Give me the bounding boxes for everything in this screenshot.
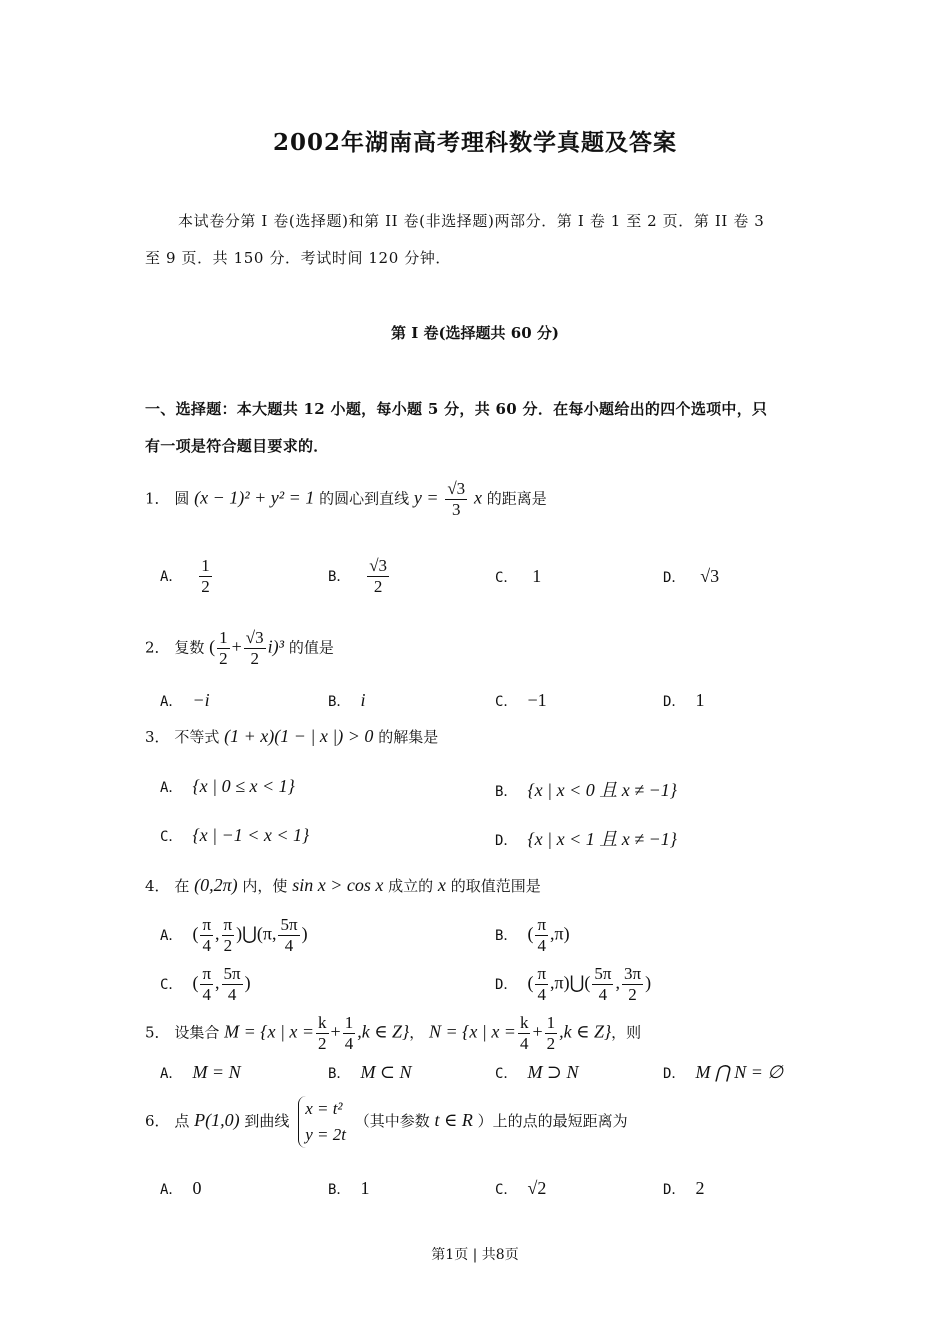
numerator: √3 (245, 628, 264, 647)
question-1 (145, 479, 547, 520)
question-text: 的值是 (288, 638, 334, 657)
denominator: 3 (452, 500, 461, 519)
option-value: −1 (527, 690, 547, 710)
equation-line: y = 2t (305, 1125, 346, 1144)
math-paren: ) (645, 972, 652, 993)
option-label: C． (495, 570, 518, 586)
option-value: {x | x < 1 且 x ≠ −1} (527, 829, 677, 849)
denominator: 2 (223, 936, 233, 955)
option-value: M = N (192, 1062, 241, 1082)
option-value: √2 (527, 1178, 547, 1198)
math-comma: , (215, 972, 220, 993)
option-label: B． (495, 784, 518, 800)
question-text: 的圆心到直线 (319, 489, 410, 508)
option-label: D． (495, 976, 518, 993)
option-label: D． (495, 833, 518, 849)
denominator: 2 (373, 577, 383, 596)
fraction (592, 964, 613, 1005)
option-label: C． (495, 1182, 518, 1198)
option-a[interactable] (160, 690, 210, 711)
section-title: 第 I 卷(选择题共 60 分) (391, 324, 559, 342)
option-b[interactable] (328, 1178, 369, 1199)
instructions-line-1: 一、选择题：本大题共 12 小题，每小题 5 分，共 60 分．在每小题给出的四个选项中，只 (145, 400, 768, 418)
math-expression: x (473, 487, 482, 508)
option-value: 2 (695, 1178, 705, 1198)
question-4 (145, 875, 541, 896)
question-text: ， (409, 1023, 425, 1042)
question-number: 4． (145, 877, 170, 895)
option-value: 1 (695, 690, 705, 710)
fraction (222, 964, 243, 1005)
option-label: B． (495, 927, 518, 944)
option-b[interactable] (328, 1062, 412, 1083)
question-text: 的解集是 (378, 728, 439, 746)
math-paren: ) (301, 923, 308, 944)
question-5 (145, 1013, 641, 1054)
option-value: 0 (192, 1178, 202, 1198)
option-value: {x | −1 < x < 1} (192, 825, 310, 845)
option-value: 1 (360, 1178, 370, 1198)
question-text: 圆 (174, 489, 190, 508)
fraction (278, 915, 299, 956)
fraction (217, 628, 230, 669)
math-expression: x (437, 875, 446, 895)
math-operator: + (330, 1021, 341, 1042)
question-2 (145, 628, 334, 669)
option-value: −i (192, 690, 210, 710)
numerator: 5π (223, 964, 241, 983)
math-operator: + (532, 1021, 543, 1042)
numerator: π (223, 915, 233, 934)
intro-line-1: 本试卷分第 I 卷(选择题)和第 II 卷(非选择题)两部分．第 I 卷 1 至 2 页．第 II 卷 3 (178, 212, 765, 230)
math-paren: ( (192, 923, 199, 944)
numerator: π (202, 915, 212, 934)
math-paren: ( (527, 923, 534, 944)
fraction (200, 964, 213, 1005)
denominator: 4 (284, 936, 294, 955)
math-expression: (1 + x)(1 − | x |) > 0 (224, 726, 374, 746)
question-text: 复数 (174, 638, 205, 657)
option-label: D． (663, 1066, 686, 1082)
fraction (535, 915, 548, 956)
math-expression: sin x > cos x (292, 875, 384, 895)
math-expression: N = {x | x = (429, 1021, 516, 1042)
math-expression: ,π)⋃( (550, 972, 591, 993)
fraction (535, 964, 548, 1005)
denominator: 2 (628, 985, 637, 1004)
option-d[interactable] (495, 825, 677, 851)
denominator: 4 (344, 1034, 354, 1053)
option-value: M ⋂ N = ∅ (695, 1062, 784, 1082)
question-text: 不等式 (174, 728, 220, 746)
denominator: 4 (227, 985, 237, 1004)
option-label: D． (663, 694, 686, 710)
question-text: ）上的点的最短距离为 (477, 1112, 628, 1130)
option-c[interactable] (160, 825, 309, 846)
option-a[interactable] (160, 1062, 241, 1083)
option-label: A． (160, 694, 183, 710)
option-c[interactable] (160, 964, 251, 1005)
page-footer: 第1页 | 共8页 (431, 1247, 519, 1263)
fraction (199, 556, 212, 597)
option-d[interactable] (663, 566, 719, 587)
numerator: √3 (369, 556, 388, 575)
option-label: C． (160, 829, 183, 845)
numerator: 1 (201, 556, 210, 575)
numerator: 1 (219, 628, 228, 647)
option-d[interactable] (663, 1178, 704, 1199)
option-a[interactable] (160, 915, 308, 956)
math-comma: , (615, 972, 620, 993)
numerator: π (537, 915, 547, 934)
denominator: 2 (318, 1034, 327, 1053)
fraction (244, 628, 266, 669)
equation-line: x = t² (305, 1099, 343, 1118)
option-value: M ⊃ N (527, 1062, 579, 1082)
question-text: 的距离是 (486, 489, 547, 508)
option-label: D． (663, 1182, 686, 1198)
option-label: B． (328, 694, 351, 710)
option-label: D． (663, 570, 686, 586)
option-a[interactable] (160, 776, 295, 797)
option-b[interactable] (328, 690, 365, 711)
numerator: k (519, 1013, 529, 1032)
math-paren: ( (209, 636, 216, 657)
option-label: A． (160, 1182, 183, 1198)
math-expression: (x − 1)² + y² = 1 (194, 487, 315, 508)
option-b[interactable] (495, 776, 677, 802)
math-expression: i)³ (267, 636, 285, 657)
fraction (343, 1013, 356, 1054)
option-value: 1 (532, 566, 542, 586)
math-expression: P(1,0) (194, 1110, 240, 1130)
numerator: π (202, 964, 212, 983)
option-c[interactable] (495, 566, 541, 587)
denominator: 4 (537, 936, 546, 955)
numerator: 5π (594, 964, 612, 983)
question-3 (145, 726, 438, 747)
option-label: A． (160, 927, 183, 944)
fraction (545, 1013, 558, 1054)
option-label: C． (495, 694, 518, 710)
question-text: 成立的 (388, 877, 434, 895)
option-a[interactable] (160, 1178, 201, 1199)
math-paren: ) (244, 972, 251, 993)
option-label: A． (160, 568, 183, 585)
option-c[interactable] (495, 1178, 546, 1199)
option-a[interactable] (160, 556, 214, 597)
denominator: 2 (546, 1034, 556, 1053)
denominator: 4 (202, 985, 211, 1004)
numerator: 1 (546, 1013, 556, 1032)
math-expression: )⋃(π, (236, 923, 277, 944)
option-d[interactable] (495, 964, 651, 1005)
math-expression: ,k ∈ Z} (559, 1021, 612, 1042)
option-b[interactable] (495, 915, 570, 956)
fraction (316, 1013, 329, 1054)
question-number: 3． (145, 728, 170, 746)
option-value: √3 (700, 566, 720, 586)
option-label: A． (160, 780, 183, 796)
fraction (445, 479, 467, 520)
option-label: C． (495, 1066, 518, 1082)
question-6 (145, 1096, 628, 1148)
question-text: 在 (174, 877, 190, 895)
math-operator: + (231, 636, 242, 657)
math-expression: y = (413, 487, 439, 508)
option-c[interactable] (495, 1062, 579, 1083)
denominator: 2 (201, 577, 210, 596)
denominator: 4 (202, 936, 211, 955)
numerator: 3π (623, 964, 642, 983)
option-c[interactable] (495, 690, 547, 711)
option-label: A． (160, 1066, 183, 1082)
question-text: 设集合 (174, 1023, 220, 1042)
option-label: C． (160, 976, 183, 993)
math-comma: , (215, 923, 220, 944)
fraction (518, 1013, 531, 1054)
math-expression: (0,2π) (194, 875, 238, 895)
equation-system (298, 1096, 346, 1148)
math-paren: ( (527, 972, 534, 993)
option-value: M ⊂ N (360, 1062, 412, 1082)
option-d[interactable] (663, 690, 704, 711)
question-text: 点 (174, 1112, 190, 1130)
option-label: B． (328, 568, 351, 585)
question-number: 6． (145, 1112, 170, 1130)
option-label: B． (328, 1066, 351, 1082)
question-text: 的取值范围是 (450, 877, 541, 895)
option-label: B． (328, 1182, 351, 1198)
denominator: 4 (519, 1034, 529, 1053)
fraction (622, 964, 643, 1005)
question-number: 1． (145, 489, 170, 508)
numerator: π (537, 964, 547, 983)
option-b[interactable] (328, 556, 391, 597)
question-text: （其中参数 (354, 1112, 430, 1130)
numerator: 5π (280, 915, 298, 934)
math-expression: t ∈ R (434, 1110, 473, 1130)
option-d[interactable] (663, 1062, 783, 1083)
denominator: 2 (219, 649, 228, 668)
denominator: 4 (537, 985, 546, 1004)
math-expression: ,k ∈ Z} (357, 1021, 410, 1042)
option-value: {x | x < 0 且 x ≠ −1} (527, 780, 677, 800)
question-number: 2． (145, 638, 170, 657)
question-number: 5． (145, 1023, 170, 1042)
math-expression: ,π) (550, 923, 570, 944)
fraction (222, 915, 235, 956)
denominator: 4 (598, 985, 608, 1004)
math-expression: M = {x | x = (224, 1021, 315, 1042)
fraction (200, 915, 213, 956)
numerator: k (318, 1013, 327, 1032)
numerator: √3 (447, 479, 466, 498)
math-paren: ( (192, 972, 199, 993)
question-text: ，则 (611, 1023, 642, 1042)
question-text: 内，使 (242, 877, 288, 895)
option-value: {x | 0 ≤ x < 1} (192, 776, 295, 796)
page-title: 2002年湖南高考理科数学真题及答案 (272, 129, 677, 156)
numerator: 1 (344, 1013, 354, 1032)
fraction (367, 556, 389, 597)
option-value: i (360, 690, 366, 710)
denominator: 2 (250, 649, 259, 668)
question-text: 到曲线 (244, 1112, 290, 1130)
intro-line-2: 至 9 页．共 150 分．考试时间 120 分钟． (145, 249, 452, 267)
instructions-line-2: 有一项是符合题目要求的． (145, 437, 329, 455)
